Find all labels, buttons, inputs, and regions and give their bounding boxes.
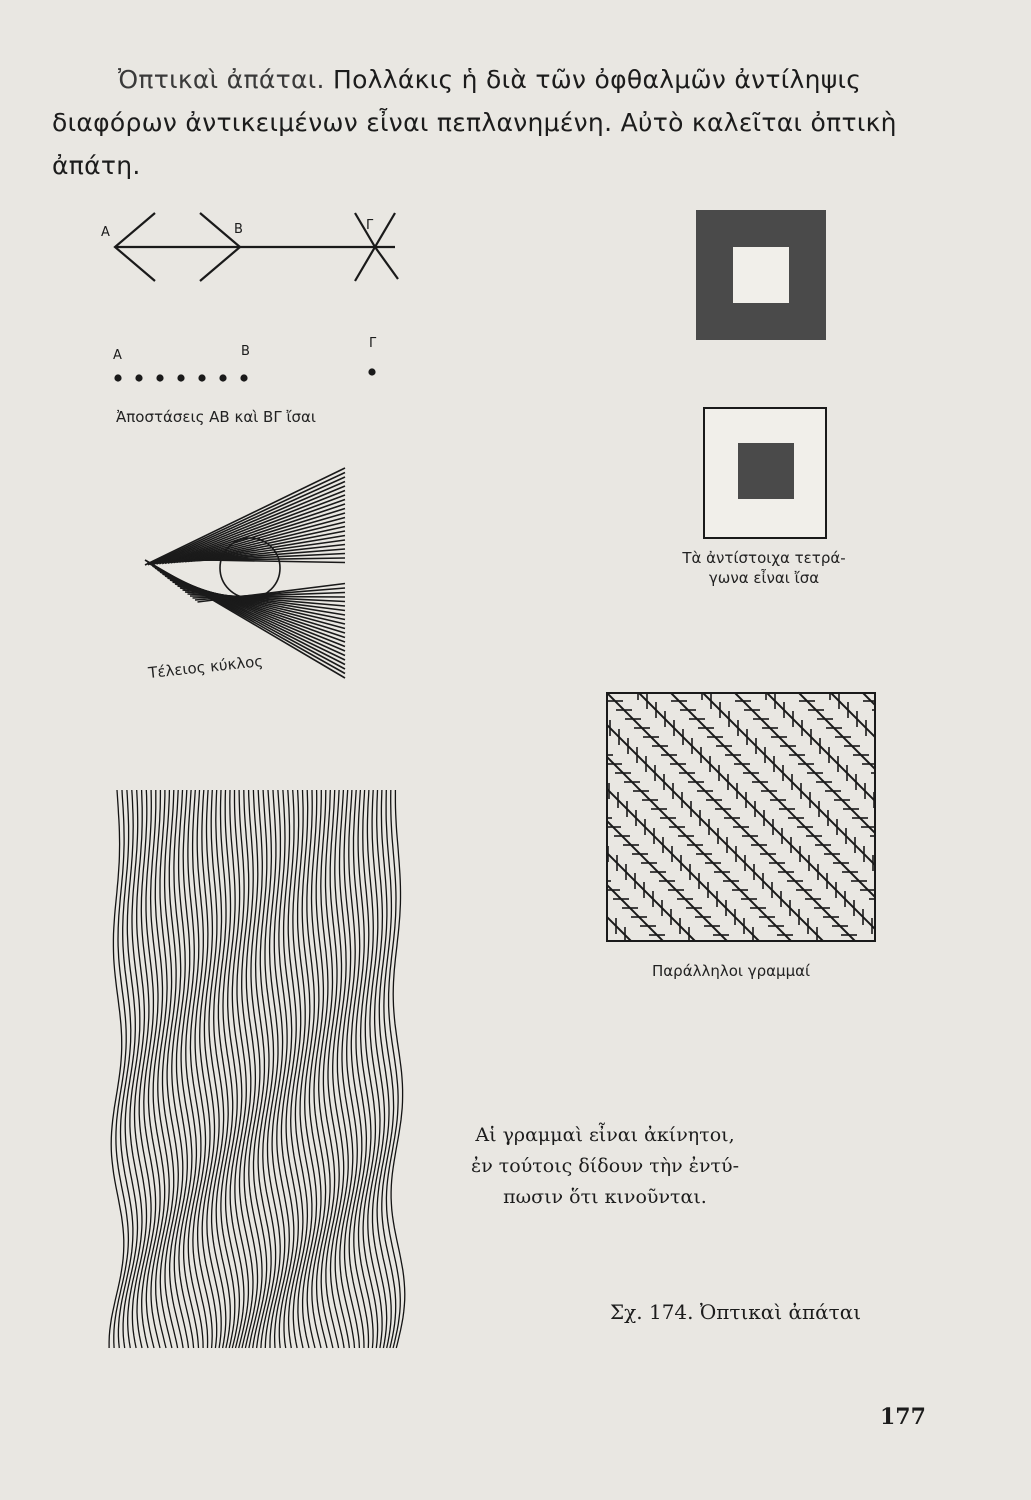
- arrow-label-a: Α: [101, 225, 110, 240]
- circle-caption: Τέλειος κύκλος: [147, 652, 264, 682]
- parallel-lines: [342, 684, 1031, 943]
- circle-illusion: [140, 460, 355, 685]
- parallel-lines-illusion: [606, 692, 876, 942]
- dark-square-inner: [738, 443, 794, 499]
- parallel-caption: Παράλληλοι γραμμαί: [652, 962, 811, 980]
- dots-label-b: Β: [241, 344, 250, 359]
- intro-body: Πολλάκις ἡ διὰ τῶν ὀφθαλμῶν ἀντίληψις διαφόρων ἀντικειμένων εἶναι πεπλανημένη. Αὐτὸ καλεῖται ὀπτικὴ ἀπάτη.: [52, 65, 897, 180]
- motion-caption: [430, 1120, 780, 1213]
- squares-caption-line1: Τὰ ἀντίστοιχα τετρά-: [682, 549, 846, 567]
- light-square-inner: [733, 247, 789, 303]
- dots-label-a: Α: [113, 348, 122, 363]
- squares-caption: [664, 548, 864, 588]
- motion-caption-line2: ἐν τούτοις δίδουν τὴν ἐντύ-: [471, 1155, 739, 1177]
- arrows-illusion: [100, 205, 410, 295]
- arrow-label-b: Β: [234, 222, 243, 237]
- intro-heading: Ὀπτικαὶ ἀπάται.: [118, 65, 325, 94]
- dots-illusion: [110, 368, 380, 388]
- circle-illusion-lines: [145, 468, 345, 678]
- motion-caption-line1: Αἱ γραμμαὶ εἶναι ἀκίνητοι,: [475, 1124, 735, 1146]
- squares-caption-line2: γωνα εἶναι ἴσα: [708, 569, 820, 587]
- page-number: 177: [880, 1404, 926, 1430]
- wavy-lines: [109, 790, 405, 1348]
- arrow-label-g: Γ: [366, 218, 374, 233]
- figure-caption: Σχ. 174. Ὀπτικαὶ ἀπάται: [610, 1300, 862, 1324]
- motion-caption-line3: πωσιν ὅτι κινοῦνται.: [503, 1186, 707, 1208]
- intro-paragraph: [52, 58, 902, 187]
- dots-label-g: Γ: [369, 336, 377, 351]
- dots-caption: Ἀποστάσεις ΑΒ καὶ ΒΓ ἴσαι: [116, 408, 317, 426]
- motion-lines-illusion: [115, 790, 400, 1350]
- squares-illusion: [694, 208, 829, 543]
